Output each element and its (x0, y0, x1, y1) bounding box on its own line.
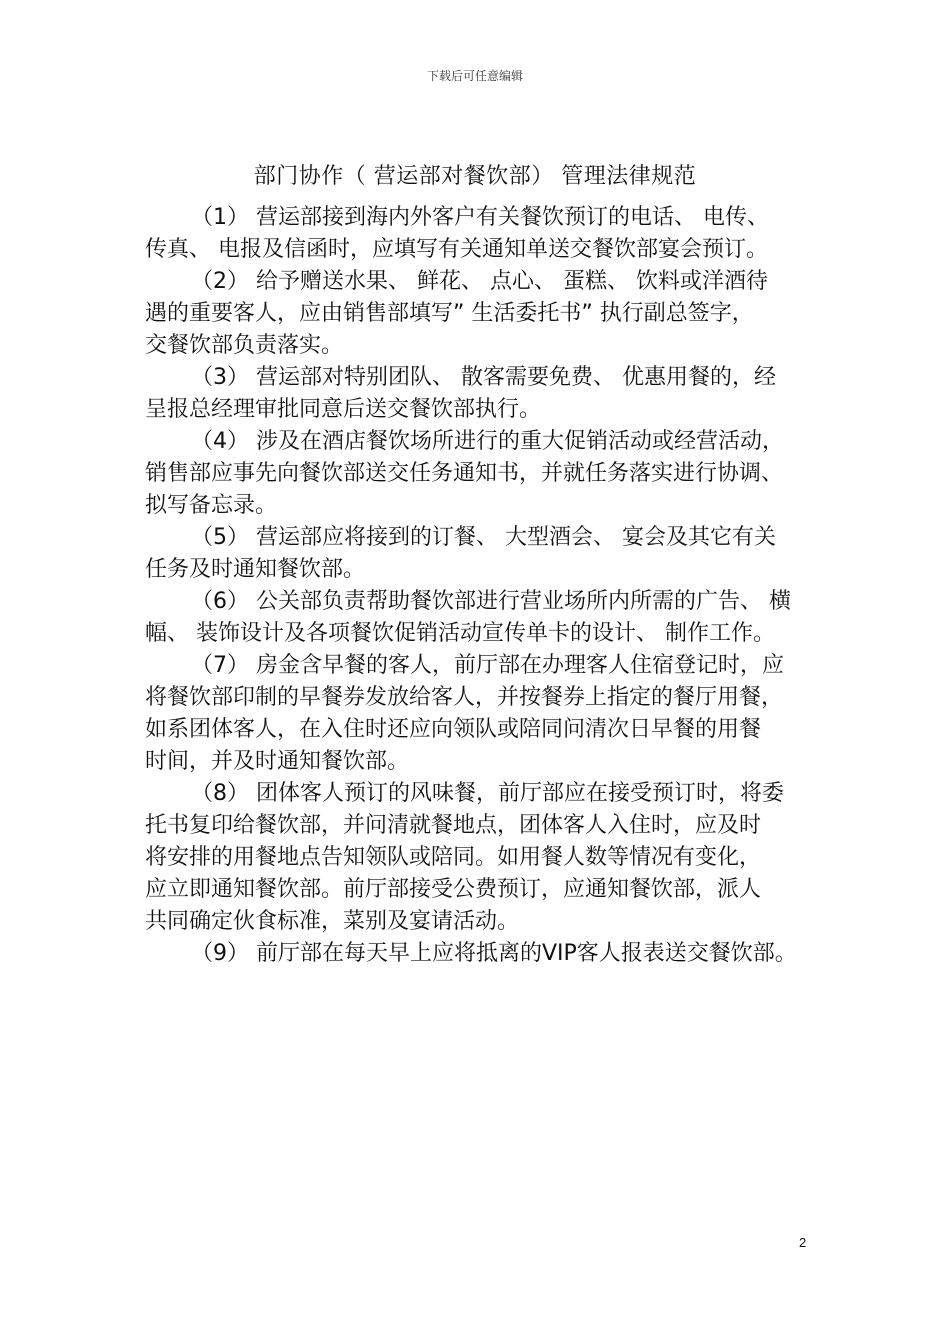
document-body (145, 202, 815, 970)
paragraph-7-line-2: 将餐饮部印制的早餐券发放给客人，并按餐券上指定的餐厅用餐， (145, 685, 784, 710)
paragraph-1-line-2: 传真、 电报及信函时，应填写有关通知单送交餐饮部宴会预订。 (145, 237, 768, 262)
paragraph-4-line-3: 拟写备忘录。 (145, 493, 278, 518)
page-header: 下载后可任意编辑 (426, 69, 523, 83)
document-title: 部门协作（ 营运部对餐饮部） 管理法律规范 (253, 164, 697, 189)
paragraph-8-line-5: 共同确定伙食标准，菜别及宴请活动。 (145, 909, 520, 934)
paragraph-2-line-2: 遇的重要客人，应由销售部填写” 生活委托书” 执行副总签字， (145, 301, 754, 326)
paragraph-4-line-1: （4） 涉及在酒店餐饮场所进行的重大促销活动或经营活动， (191, 429, 784, 454)
page-number: 2 (799, 1235, 807, 1250)
paragraph-5-line-1: （5） 营运部应将接到的订餐、 大型酒会、 宴会及其它有关 (191, 525, 776, 550)
paragraph-6-line-1: （6） 公关部负责帮助餐饮部进行营业场所内所需的广告、 横 (191, 589, 791, 614)
paragraph-8-line-3: 将安排的用餐地点告知领队或陪同。如用餐人数等情况有变化， (145, 845, 762, 870)
paragraph-2-line-1: （2） 给予赠送水果、 鲜花、 点心、 蛋糕、 饮料或洋酒待 (191, 269, 768, 294)
paragraph-7-line-4: 时间，并及时通知餐饮部。 (145, 749, 410, 774)
paragraph-4-line-2: 销售部应事先向餐饮部送交任务通知书，并就任务落实进行协调、 (145, 461, 784, 486)
paragraph-7-line-3: 如系团体客人，在入住时还应向领队或陪同问清次日早餐的用餐 (145, 717, 762, 742)
paragraph-9-line-1: （9） 前厅部在每天早上应将抵离的VIP客人报表送交餐饮部。 (191, 941, 797, 966)
paragraph-3-line-1: （3） 营运部对特别团队、 散客需要免费、 优惠用餐的，经 (191, 365, 776, 390)
paragraph-8-line-2: 托书复印给餐饮部，并问清就餐地点，团体客人入住时，应及时 (145, 813, 762, 838)
paragraph-8-line-4: 应立即通知餐饮部。前厅部接受公费预订，应通知餐饮部，派人 (145, 877, 762, 902)
paragraph-3-line-2: 呈报总经理审批同意后送交餐饮部执行。 (145, 397, 542, 422)
paragraph-2-line-3: 交餐饮部负责落实。 (145, 333, 344, 358)
paragraph-8-line-1: （8） 团体客人预订的风味餐，前厅部应在接受预订时，将委 (191, 781, 784, 806)
paragraph-1-line-1: （1） 营运部接到海内外客户有关餐饮预订的电话、 电传、 (191, 205, 769, 230)
paragraph-7-line-1: （7） 房金含早餐的客人，前厅部在办理客人住宿登记时，应 (191, 653, 784, 678)
paragraph-6-line-2: 幅、 装饰设计及各项餐饮促销活动宣传单卡的设计、 制作工作。 (145, 621, 775, 646)
paragraph-5-line-2: 任务及时通知餐饮部。 (145, 557, 366, 582)
